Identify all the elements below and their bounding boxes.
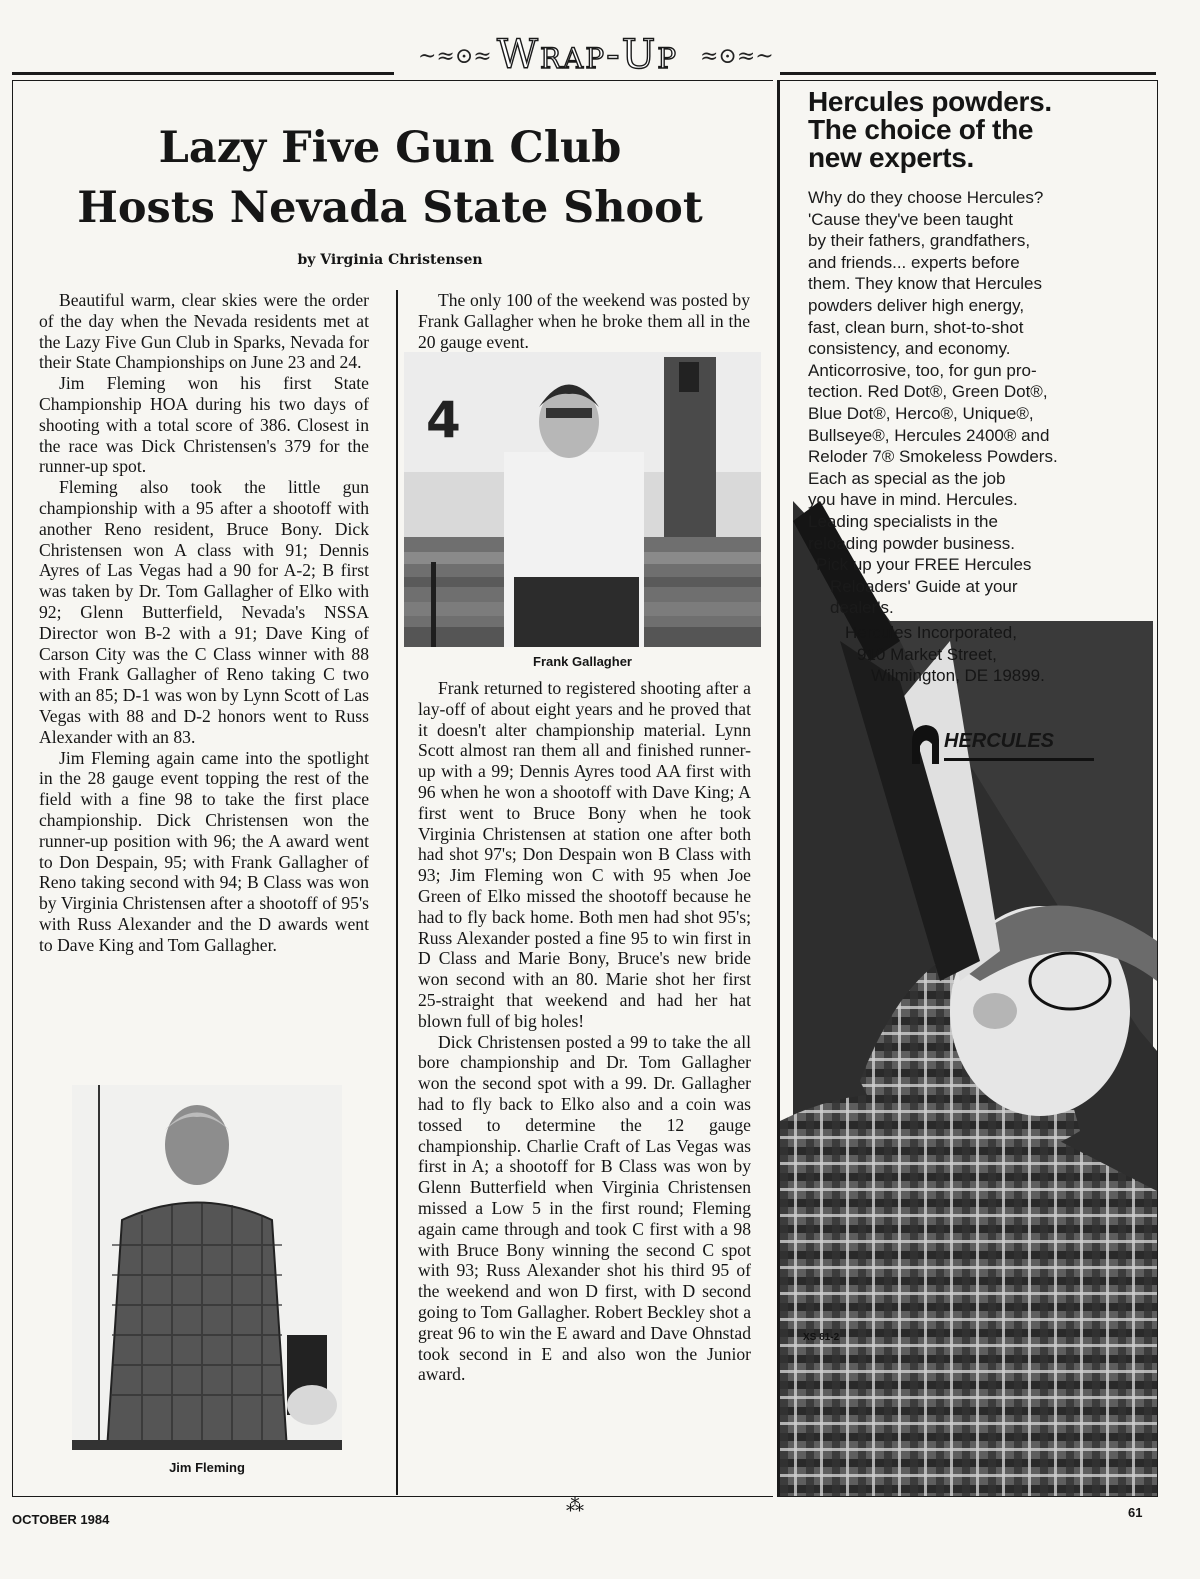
photo-frank-gallagher-image [404,352,761,647]
paragraph: Dick Christensen posted a 99 to take the all bore championship and Dr. Tom Gallagher won the second spot with a 99. Dr. Gallagher had to fly back to Elko also and a coin was tossed to determine the 12 gauge championship. Charlie Craft of Las Vegas was first in A; a shootoff for B Class was won by Glenn Butterfield when Virginia Christensen missed a Low 5 in the first round; Fleming again came through and took C first with a 98 with Bruce Bony winning the second C spot with 93; Russ Alexander shot his third 95 of the weekend and won D first, with D second going to Tom Gallagher. Robert Beckley shot a great 96 to win the E award and Dave Ohnstad took second in E and also won the Junior award. [418,1031,751,1385]
range-number-sign: 4 [426,391,461,449]
logo-underline [944,758,1094,761]
paragraph: Fleming also took the little gun championship with a 95 after a shootoff with another Reno resident, Bruce Bony. Dick Christensen won A class with 91; Dennis Ayres of Las Vegas had a 90 for A-2; B first was taken by Dr. Tom Gallagher of Elko with 92; Glenn Butterfield, Nevada's NSSA Director won B-2 with a 91; Dave King of Carson City was the C Class winner with 88 with Frank Gallagher of Reno taking C two with an 85; D-1 was won by Lynn Scott of Las Vegas with 88 and D-2 honors went to Russ Alexander with an 83. [39,477,369,747]
paragraph: Beautiful warm, clear skies were the order of the day when the Nevada residents met at the Lazy Five Gun Club in Sparks, Nevada for their State Championships on June 23 and 24. [39,290,369,373]
paragraph: Frank returned to registered shooting after a lay-off of about eight years and he proved that it doesn't alter championship material. Lynn Scott almost ran them all and finished runner-up with a 99; Dennis Ayres tood AA first with 96 when he won a shootoff with Dave King; A first went to Bruce Bony when he took Virginia Christensen at station one after both had shot 97's; Don Despain won B Class with 93; Jim Fleming won C with 95 when Joe Green of Elko missed the shootoff because he had to fly back home. Both men had shot 95's; Russ Alexander posted a fine 95 to win first in D Class and Marie Bony, Bruce's new bride won second with an 80. Marie shot her first 25-straight that weekend and had her hat blown full of big holes! [418,678,751,1031]
photo-jim-fleming-image [72,1085,342,1450]
ad-headline: Hercules powders. The choice of the new experts. [808,86,1052,173]
issue-date: OCTOBER 1984 [12,1512,110,1527]
photo-caption-jim: Jim Fleming [169,1460,245,1475]
photo-jim-fleming [72,1085,342,1450]
ad-code: XS 81-2 [803,1332,840,1343]
hercules-wordmark: HERCULES [944,730,1055,752]
masthead-rule-right [780,72,1156,75]
article-byline: by Virginia Christensen [297,252,483,268]
masthead-flourish-left-icon: ~≈⊙≈ [418,44,492,69]
photo-caption-frank: Frank Gallagher [533,654,632,669]
article-column-2-top [418,290,750,352]
ad-body-copy: Why do they choose Hercules? 'Cause they've been taught by their fathers, grandfathers, and friends... experts before them. They know that Hercules powders deliver high energy, fast, clean burn, shot-to-shot consistency, and economy. Anticorrosive, too, for gun pro- tection. Red Dot®, Green Dot®, Blue Dot®, Herco®, Unique®, Bullseye®, Hercules 2400® and Reloder 7® Smokeless Powders. Each as special as the job you have in mind. Hercules. Leading specialists in the reloading powder business. Pick up your FREE Hercules Reloaders' Guide at your dealer's. [808,188,1058,618]
hercules-head-icon [908,722,942,766]
page-number: 61 [1128,1505,1143,1520]
masthead-rule-left [12,72,394,75]
hercules-logo [906,720,1096,768]
article-headline: Lazy Five Gun Club Hosts Nevada State Shoot [77,123,703,233]
article-column-1 [39,290,369,956]
masthead-flourish-right-icon: ≈⊙≈~ [700,44,774,69]
ad-address: Hercules Incorporated, 910 Market Street, Wilmington, DE 19899. [845,623,1045,686]
paragraph: The only 100 of the weekend was posted by Frank Gallagher when he broke them all in the 20 gauge event. [418,290,750,352]
footer-ornament-icon: ⁂ [566,1495,584,1516]
column-divider [396,290,398,1495]
paragraph: Jim Fleming again came into the spotlight in the 28 gauge event topping the rest of the field with a fine 98 to take the first place championship. Dick Christensen won the runner-up position with 96; the A award went to Don Despain, 95; with Frank Gallagher of Reno taking second with 94; B Class was won by Virginia Christensen after a shootoff of 95's with Russ Alexander and the D awards went to Dave King and Tom Gallagher. [39,747,369,955]
article-column-2 [418,678,751,1385]
section-title: Wrap-Up [496,32,679,78]
paragraph: Jim Fleming won his first State Championship HOA during his two days of shooting with a total score of 386. Closest in the race was Dick Christensen's 379 for the runner-up spot. [39,373,369,477]
photo-frank-gallagher [404,352,761,647]
